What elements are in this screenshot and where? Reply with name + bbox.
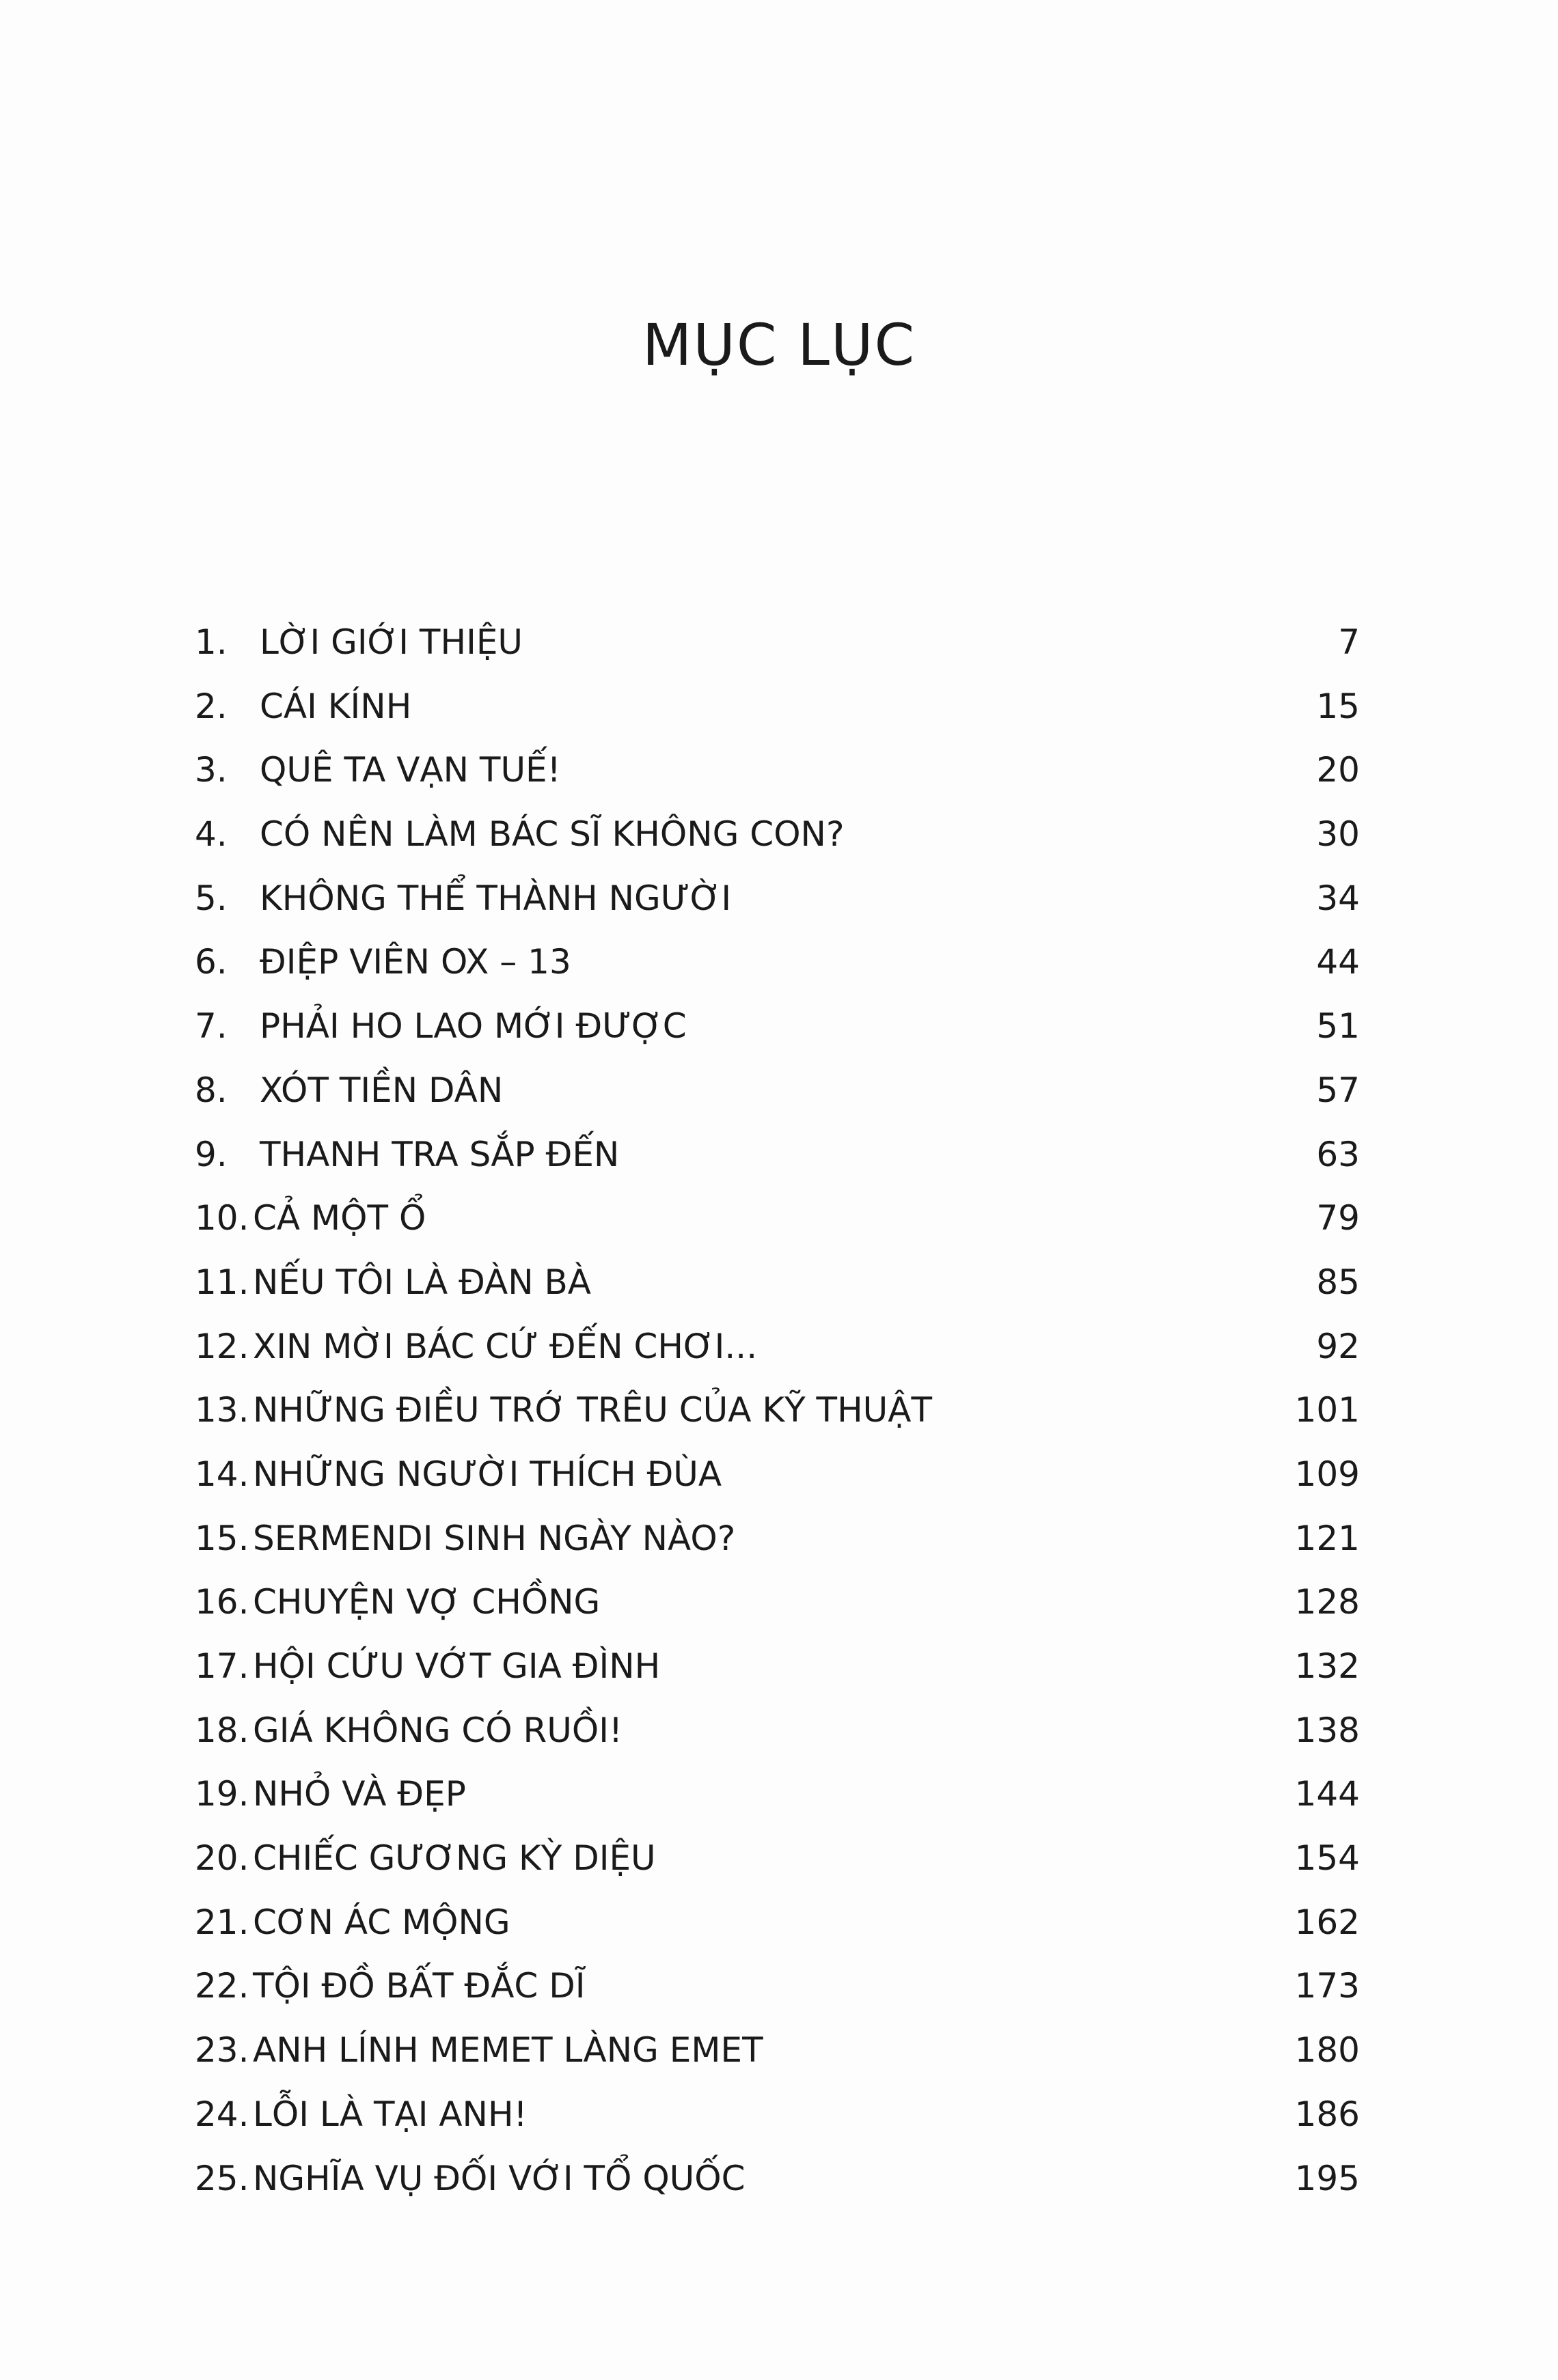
- toc-entry: [0, 1570, 1558, 1635]
- toc-entry: [0, 2147, 1558, 2211]
- toc-entry-title: CHIẾC GƯƠNG KỲ DIỆU: [253, 1838, 656, 1879]
- toc-entry-page: 173: [1294, 1966, 1360, 2006]
- toc-entry-page: 138: [1294, 1710, 1360, 1750]
- toc-entry-number: 21.: [195, 1902, 249, 1942]
- toc-entry: [0, 1123, 1558, 1187]
- toc-entry: [0, 1635, 1558, 1699]
- toc-entry-title: XÓT TIỀN DÂN: [260, 1070, 504, 1110]
- toc-entry-number: 24.: [195, 2094, 249, 2134]
- toc-entry-title: CẢ MỘT Ổ: [253, 1198, 426, 1239]
- toc-entry: [0, 1251, 1558, 1315]
- toc-entry-page: 109: [1294, 1454, 1360, 1494]
- toc-entry-page: 20: [1316, 750, 1360, 790]
- toc-entry-page: 144: [1294, 1774, 1360, 1814]
- toc-entry-number: 6.: [195, 942, 228, 982]
- toc-entry-title: KHÔNG THỂ THÀNH NGƯỜI: [260, 878, 732, 918]
- toc-entry-title: HỘI CỨU VỚT GIA ĐÌNH: [253, 1646, 661, 1686]
- toc-entry-page: 154: [1294, 1838, 1360, 1879]
- toc-entry-page: 162: [1294, 1902, 1360, 1942]
- toc-entry-page: 128: [1294, 1582, 1360, 1622]
- toc-entry-number: 19.: [195, 1774, 249, 1814]
- toc-entry: [0, 1059, 1558, 1123]
- toc-entry-title: CÁI KÍNH: [260, 686, 412, 726]
- toc-entry: [0, 1443, 1558, 1507]
- toc-entry-title: SERMENDI SINH NGÀY NÀO?: [253, 1518, 736, 1558]
- toc-entry-page: 79: [1316, 1198, 1360, 1239]
- toc-entry-page: 195: [1294, 2158, 1360, 2198]
- toc-entry-number: 16.: [195, 1582, 249, 1622]
- toc-entry-number: 1.: [195, 622, 228, 662]
- toc-entry: [0, 1827, 1558, 1891]
- toc-entry-title: TỘI ĐỒ BẤT ĐẮC DĨ: [253, 1966, 586, 2006]
- toc-entry-number: 25.: [195, 2158, 249, 2198]
- toc-entry-page: 63: [1316, 1134, 1360, 1174]
- toc-entry-title: PHẢI HO LAO MỚI ĐƯỢC: [260, 1006, 687, 1047]
- toc-entry-page: 44: [1316, 942, 1360, 982]
- toc-entry-number: 14.: [195, 1454, 249, 1494]
- toc-entry-number: 17.: [195, 1646, 249, 1686]
- toc-entry: [0, 675, 1558, 739]
- toc-entry: [0, 867, 1558, 931]
- toc-entry-title: QUÊ TA VẠN TUẾ!: [260, 750, 561, 790]
- toc-entry: [0, 738, 1558, 803]
- toc-entry-title: NẾU TÔI LÀ ĐÀN BÀ: [253, 1262, 591, 1302]
- toc-entry-page: 51: [1316, 1006, 1360, 1047]
- toc-entry: [0, 1954, 1558, 2019]
- toc-entry-number: 5.: [195, 878, 228, 918]
- toc-entry-number: 12.: [195, 1326, 249, 1366]
- toc-entry-number: 13.: [195, 1390, 249, 1430]
- toc-entry: [0, 1891, 1558, 1955]
- toc-entry-title: XIN MỜI BÁC CỨ ĐẾN CHƠI...: [253, 1326, 758, 1366]
- table-of-contents: [0, 611, 1558, 2211]
- toc-entry-page: 186: [1294, 2094, 1360, 2134]
- toc-entry: [0, 1507, 1558, 1571]
- toc-entry-title: NHỮNG ĐIỀU TRỚ TRÊU CỦA KỸ THUẬT: [253, 1390, 933, 1430]
- toc-entry-title: ANH LÍNH MEMET LÀNG EMET: [253, 2030, 763, 2071]
- toc-entry-title: CÓ NÊN LÀM BÁC SĨ KHÔNG CON?: [260, 814, 845, 855]
- toc-entry-title: NHỮNG NGƯỜI THÍCH ĐÙA: [253, 1454, 722, 1494]
- toc-entry-page: 92: [1316, 1326, 1360, 1366]
- toc-entry-number: 9.: [195, 1134, 228, 1174]
- toc-entry-number: 4.: [195, 814, 228, 855]
- toc-entry-number: 22.: [195, 1966, 249, 2006]
- toc-entry-page: 34: [1316, 878, 1360, 918]
- toc-entry-number: 3.: [195, 750, 228, 790]
- toc-entry-page: 85: [1316, 1262, 1360, 1302]
- toc-entry-page: 30: [1316, 814, 1360, 855]
- toc-entry-title: LỜI GIỚI THIỆU: [260, 622, 523, 662]
- toc-entry-number: 11.: [195, 1262, 249, 1302]
- page-title: MỤC LỤC: [642, 312, 916, 379]
- toc-entry: [0, 1187, 1558, 1251]
- toc-entry: [0, 1315, 1558, 1379]
- toc-entry-number: 15.: [195, 1518, 249, 1558]
- toc-entry-number: 8.: [195, 1070, 228, 1110]
- toc-entry: [0, 611, 1558, 675]
- toc-entry-page: 15: [1316, 686, 1360, 726]
- toc-entry-page: 132: [1294, 1646, 1360, 1686]
- toc-entry: [0, 930, 1558, 995]
- toc-entry-page: 101: [1294, 1390, 1360, 1430]
- toc-entry-number: 20.: [195, 1838, 249, 1879]
- toc-entry-title: CHUYỆN VỢ CHỒNG: [253, 1582, 601, 1622]
- toc-entry-number: 10.: [195, 1198, 249, 1239]
- toc-entry-title: LỖI LÀ TẠI ANH!: [253, 2094, 528, 2134]
- toc-entry: [0, 995, 1558, 1059]
- toc-entry-number: 23.: [195, 2030, 249, 2071]
- toc-entry-title: THANH TRA SẮP ĐẾN: [260, 1134, 620, 1174]
- toc-entry: [0, 1762, 1558, 1827]
- toc-entry: [0, 1699, 1558, 1763]
- toc-entry-page: 121: [1294, 1518, 1360, 1558]
- toc-entry-number: 18.: [195, 1710, 249, 1750]
- toc-entry-title: CƠN ÁC MỘNG: [253, 1902, 510, 1942]
- toc-entry-page: 7: [1338, 622, 1360, 662]
- toc-entry-number: 2.: [195, 686, 228, 726]
- toc-entry-title: NHỎ VÀ ĐẸP: [253, 1774, 466, 1814]
- toc-entry-title: ĐIỆP VIÊN OX – 13: [260, 942, 571, 982]
- toc-entry-page: 180: [1294, 2030, 1360, 2071]
- toc-entry-title: GIÁ KHÔNG CÓ RUỒI!: [253, 1710, 623, 1750]
- toc-entry: [0, 1379, 1558, 1443]
- toc-entry-title: NGHĨA VỤ ĐỐI VỚI TỔ QUỐC: [253, 2158, 746, 2198]
- toc-entry: [0, 2083, 1558, 2147]
- toc-entry-number: 7.: [195, 1006, 228, 1047]
- toc-entry-page: 57: [1316, 1070, 1360, 1110]
- toc-entry: [0, 2019, 1558, 2083]
- toc-entry: [0, 803, 1558, 867]
